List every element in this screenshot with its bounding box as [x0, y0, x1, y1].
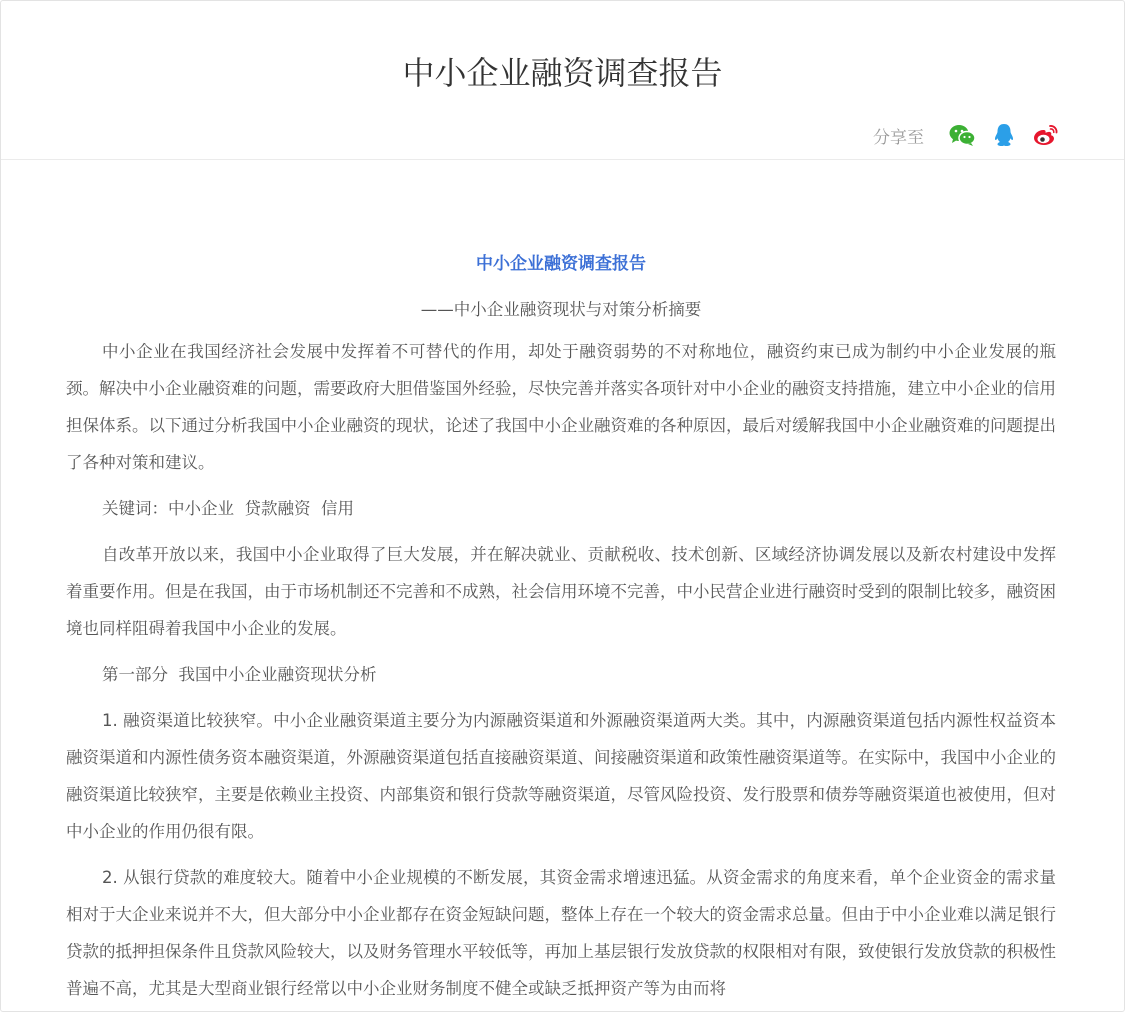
- article-title: 中小企业融资调查报告: [476, 254, 646, 274]
- weibo-icon[interactable]: [1030, 119, 1062, 151]
- section-heading: 第一部分 我国中小企业融资现状分析: [102, 665, 377, 684]
- qq-icon[interactable]: [988, 119, 1020, 151]
- share-bar: [873, 119, 1062, 151]
- paragraph-abstract: 中小企业在我国经济社会发展中发挥着不可替代的作用，却处于融资弱势的不对称地位，融资约束已成为制约中小企业发展的瓶颈。解决中小企业融资难的问题，需要政府大胆借鉴国外经验，尽快完善并落实各项针对中小企业的融资支持措施，建立中小企业的信用担保体系。以下通过分析我国中小企业融资的现状，论述了我国中小企业融资难的各种原因，最后对缓解我国中小企业融资难的问题提出了各种对策和建议。: [66, 342, 1056, 472]
- article-subtitle: ——中小企业融资现状与对策分析摘要: [420, 300, 702, 319]
- paragraph-point-2: 2. 从银行贷款的难度较大。随着中小企业规模的不断发展，其资金需求增速迅猛。从资金需求的角度来看，单个企业资金的需求量相对于大企业来说并不大，但大部分中小企业都存在资金短缺问题，整体上存在一个较大的资金需求总量。但由于中小企业难以满足银行贷款的抵押担保条件且贷款风险较大，以及财务管理水平较低等，再加上基层银行发放贷款的权限相对有限，致使银行发放贷款的积极性普遍不高，尤其是大型商业银行经常以中小企业财务制度不健全或缺乏抵押资产等为由而将: [66, 868, 1056, 998]
- share-label: 分享至: [873, 127, 924, 148]
- paragraph-keywords: 关键词：中小企业 贷款融资 信用: [102, 499, 354, 518]
- paragraph-intro: 自改革开放以来，我国中小企业取得了巨大发展，并在解决就业、贡献税收、技术创新、区域经济协调发展以及新农村建设中发挥着重要作用。但是在我国，由于市场机制还不完善和不成熟，社会信用环境不完善，中小民营企业进行融资时受到的限制比较多，融资困境也同样阻碍着我国中小企业的发展。: [66, 545, 1056, 638]
- wechat-icon[interactable]: [946, 119, 978, 151]
- page-title: 中小企业融资调查报告: [402, 54, 723, 92]
- page-header: [1, 1, 1124, 160]
- paragraph-point-1: 1. 融资渠道比较狭窄。中小企业融资渠道主要分为内源融资渠道和外源融资渠道两大类。其中，内源融资渠道包括内源性权益资本融资渠道和内源性债务资本融资渠道，外源融资渠道包括直接融资渠道、间接融资渠道和政策性融资渠道等。在实际中，我国中小企业的融资渠道比较狭窄，主要是依赖业主投资、内部集资和银行贷款等融资渠道，尽管风险投资、发行股票和债券等融资渠道也被使用，但对中小企业的作用仍很有限。: [66, 711, 1056, 841]
- article-body: [66, 241, 1056, 1012]
